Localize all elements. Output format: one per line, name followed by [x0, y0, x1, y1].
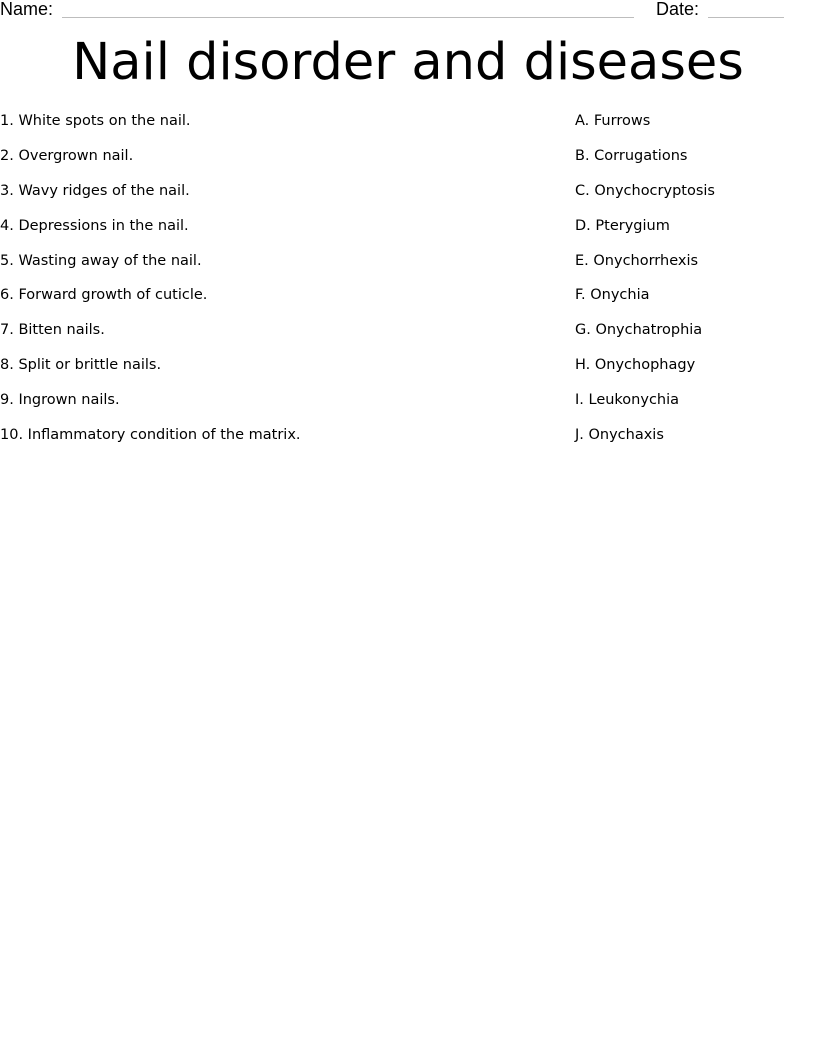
answer-item: D. Pterygium: [575, 217, 670, 234]
answer-item: E. Onychorrhexis: [575, 252, 699, 269]
answer-item: F. Onychia: [575, 287, 650, 304]
clue-item: 10. Inflammatory condition of the matrix.: [0, 427, 301, 444]
answer-list: [575, 111, 805, 460]
answer-item: H. Onychophagy: [575, 357, 696, 374]
clue-list: [0, 111, 540, 460]
name-label: Name:: [0, 0, 54, 19]
header-row: [0, 0, 816, 24]
date-blank-line: [708, 17, 784, 18]
name-blank-line: [62, 17, 634, 18]
answer-item: J. Onychaxis: [575, 427, 664, 444]
clue-item: 3. Wavy ridges of the nail.: [0, 182, 190, 199]
clue-item: 1. White spots on the nail.: [0, 113, 191, 129]
answer-item: C. Onychocryptosis: [575, 182, 715, 199]
clue-item: 8. Split or brittle nails.: [0, 357, 162, 374]
clue-item: 9. Ingrown nails.: [0, 392, 120, 409]
clue-item: 5. Wasting away of the nail.: [0, 252, 202, 269]
clue-item: 4. Depressions in the nail.: [0, 217, 189, 234]
clue-item: 6. Forward growth of cuticle.: [0, 287, 208, 304]
page-title: Nail disorder and diseases: [72, 33, 744, 92]
clue-item: 2. Overgrown nail.: [0, 147, 134, 164]
answer-item: B. Corrugations: [575, 147, 688, 164]
answer-item: I. Leukonychia: [575, 392, 680, 409]
clue-item: 7. Bitten nails.: [0, 322, 105, 339]
answer-item: G. Onychatrophia: [575, 322, 703, 339]
answer-item: A. Furrows: [575, 113, 651, 129]
date-label: Date:: [656, 0, 700, 19]
